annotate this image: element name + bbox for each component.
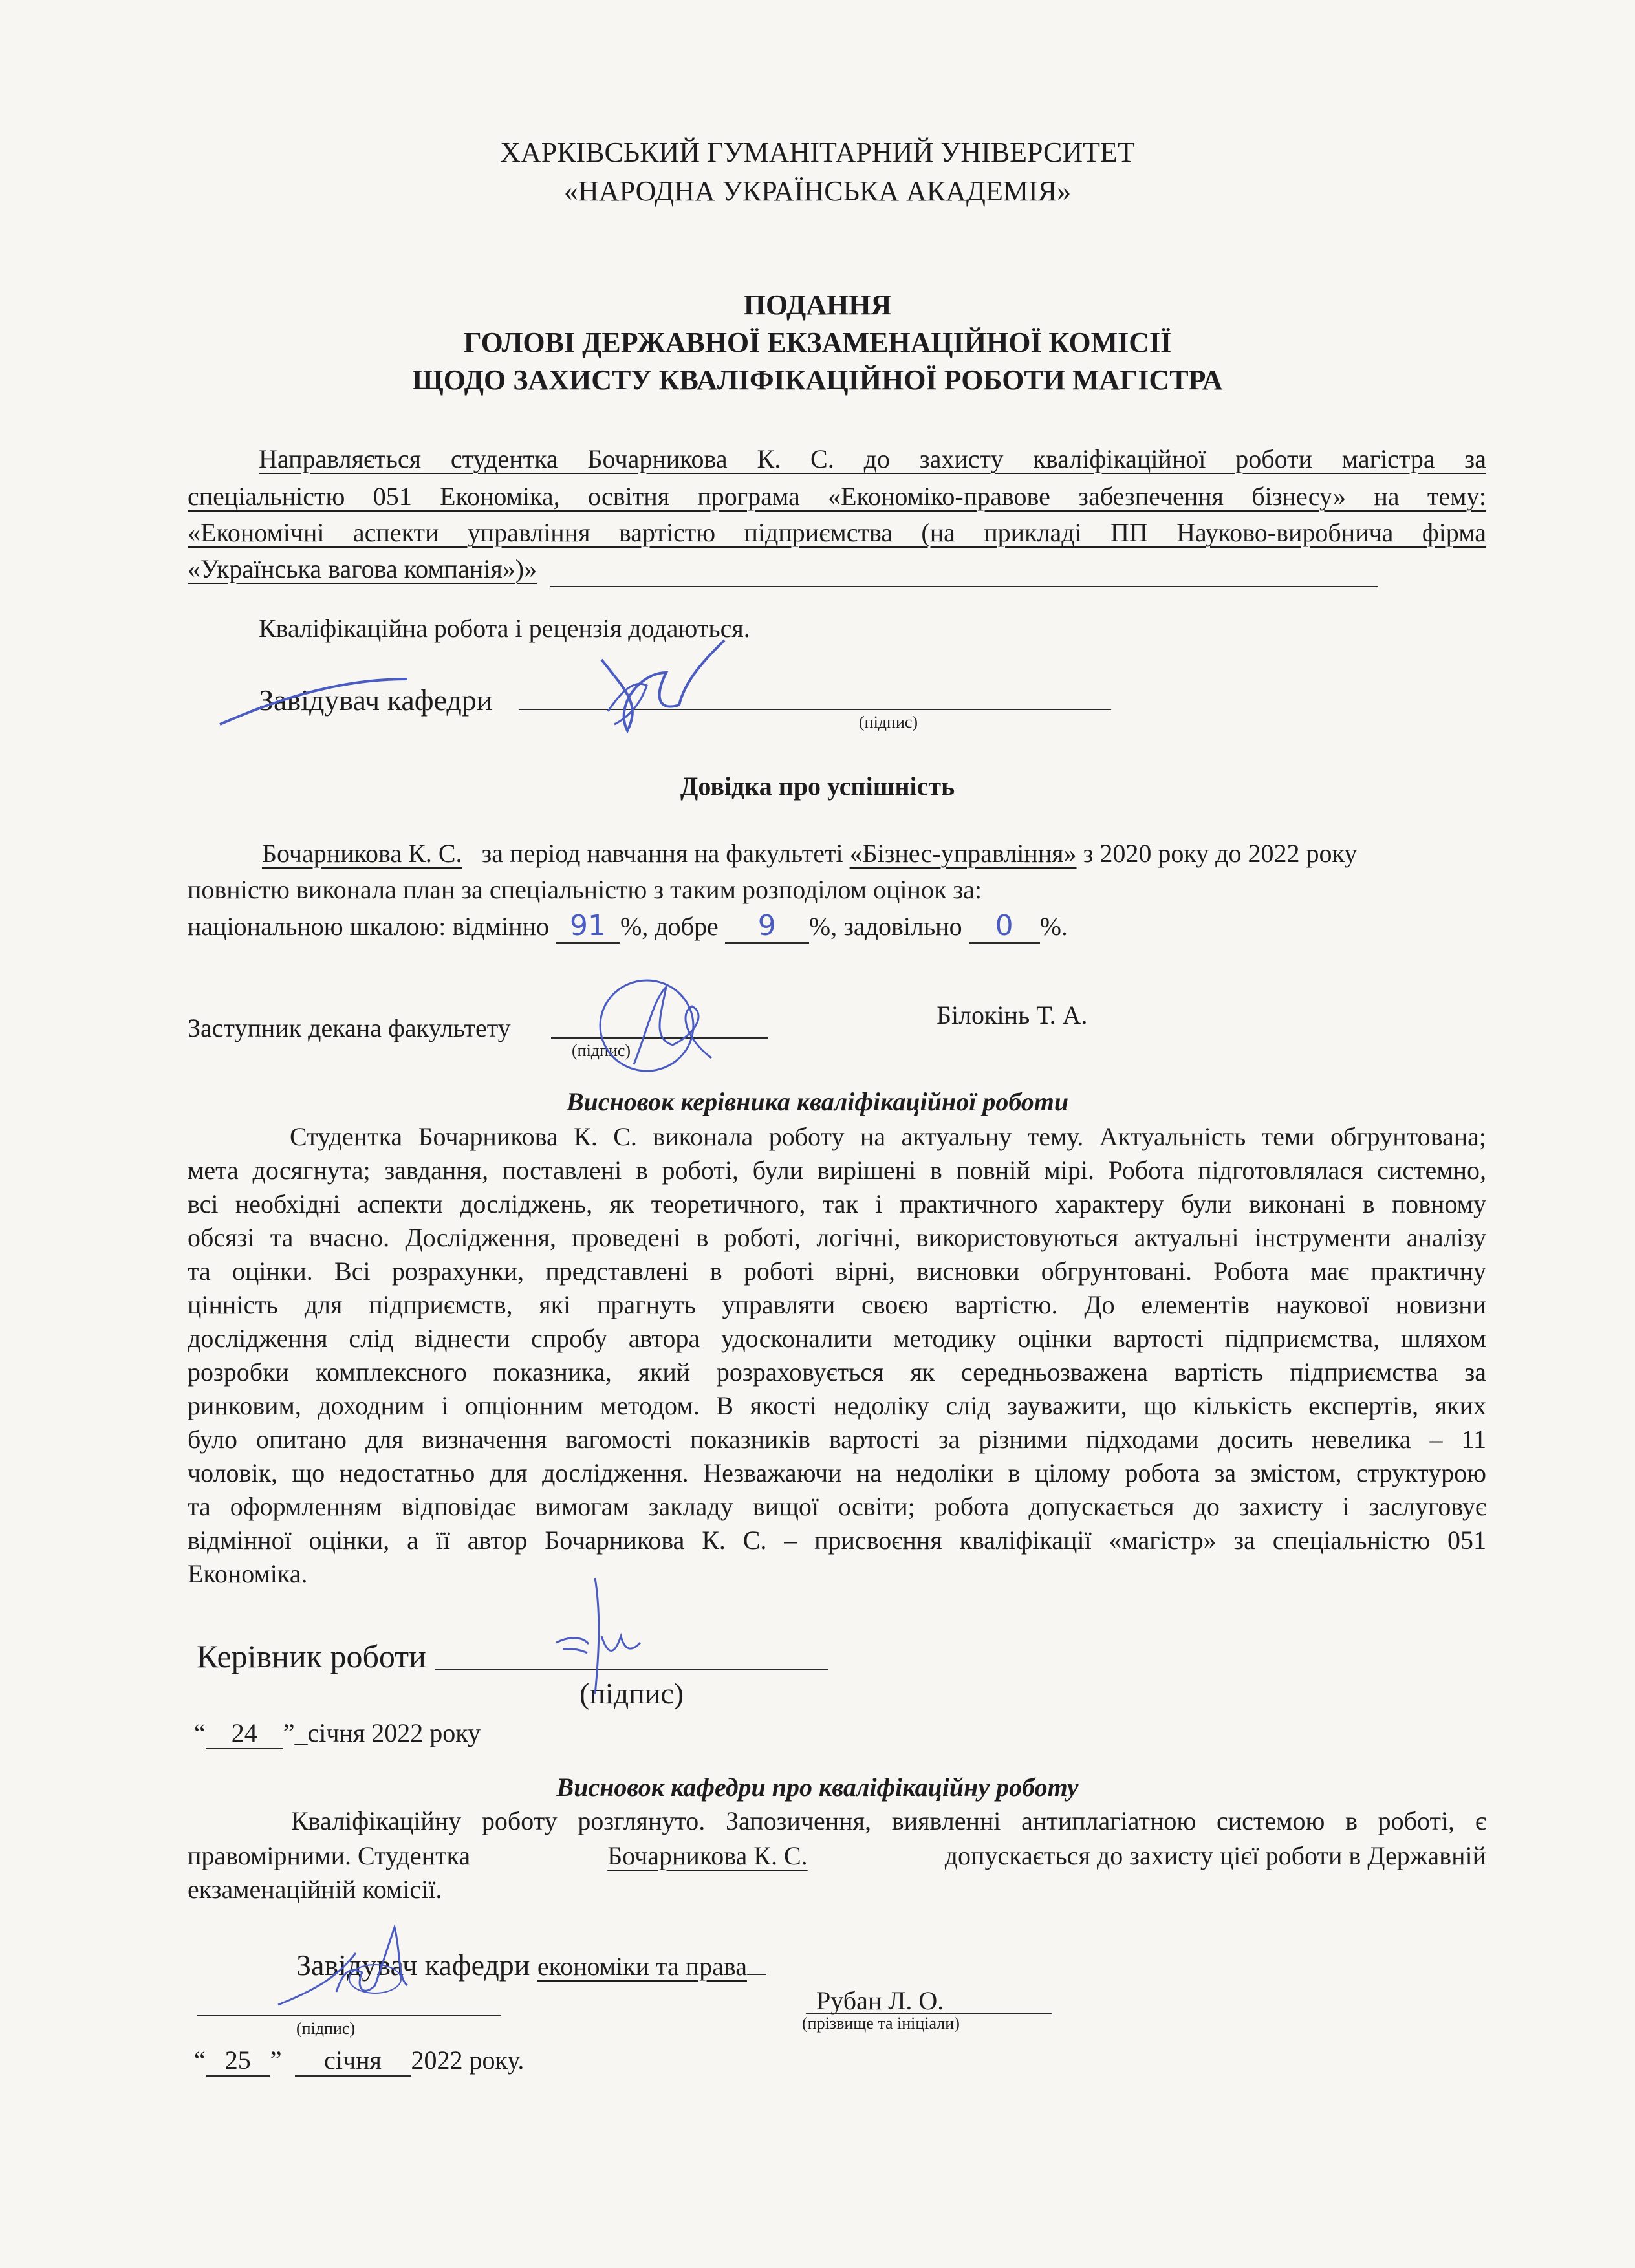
grades-good-label: %, добре (620, 912, 719, 941)
grades-text2: з 2020 року до 2022 року (1083, 839, 1358, 868)
department-line3: екзаменаційній комісії. (188, 1875, 442, 1904)
supervisor-line2: мета досягнута; завдання, поставлені в роботі, були вирішені в повній мірі. Робота підготовлялася системно, (188, 1156, 1486, 1185)
grades-student: Бочарникова К. С. (262, 839, 462, 868)
supervisor-line11: чоловік, що недостатньо для дослідження. Незважаючи на недоліки в цілому робота за змістом, структурою (188, 1458, 1486, 1487)
grades-line3-prefix: національною шкалою: відмінно (188, 912, 549, 941)
department-date-mid: ” (270, 2046, 282, 2075)
supervisor-line6: цінність для підприємств, які прагнуть управляти своєю вартістю. До елементів наукової новизни (188, 1290, 1486, 1319)
department-date-day: 25 (206, 2045, 270, 2077)
supervisor-signature-mark (543, 1571, 673, 1701)
supervisor-line14: Економіка. (188, 1559, 308, 1588)
grade-excellent: 91 (569, 909, 606, 942)
referral-line2: спеціальністю 051 Економіка, освітня програма «Економіко-правове забезпечення бізнесу» на тему: (188, 482, 1486, 511)
supervisor-line9: ринковим, доходним і опціонним методом. В якості недоліку слід зауважити, що кількість експертів, яких (188, 1391, 1486, 1420)
department-name-caption: (прізвище та ініціали) (802, 2014, 960, 2033)
department-head-label-text: Завідувач кафедри (296, 1949, 530, 1982)
supervisor-line7: дослідження слід віднести спробу автора удосконалити методику оцінки вартості підприємства, шляхом (188, 1324, 1486, 1353)
supervisor-line8: розробки комплексного показника, який розраховується як середньозважена вартість підприємства за (188, 1357, 1486, 1387)
department-head-dept: економіки та права (537, 1952, 747, 1981)
supervisor-line3: всі необхідні аспекти досліджень, як теоретичного, так і практичного характеру були виконані в повному (188, 1189, 1486, 1218)
department-heading: Висновок кафедри про кваліфікаційну роботу (556, 1773, 1079, 1802)
department-line2 (188, 1841, 1486, 1871)
grades-heading: Довідка про успішність (680, 772, 955, 801)
university-name-line2: «НАРОДНА УКРАЇНСЬКА АКАДЕМІЯ» (564, 175, 1071, 207)
title-line1: ПОДАННЯ (743, 289, 892, 321)
referral-line3: «Економічні аспекти управління вартістю підприємства (на прикладі ПП Науково-виробнича фірма (188, 518, 1486, 547)
referral-line4: «Українська вагова компанія»)» (188, 554, 537, 583)
supervisor-line1: Студентка Бочарникова К. С. виконала роботу на актуальну тему. Актуальність теми обгрунтована; (290, 1122, 1486, 1151)
referral-underline (550, 586, 1378, 587)
referral-line1: Направляється студентка Бочарникова К. С. до захисту кваліфікаційної роботи магістра за (259, 444, 1486, 473)
department-student-name: Бочарникова К. С. (607, 1841, 808, 1870)
grades-text1: за період навчання на факультеті (481, 839, 843, 868)
deputy-label: Заступник декана факультету (188, 1013, 511, 1042)
grade-good: 9 (757, 909, 776, 942)
department-date-open: “ (194, 2046, 206, 2075)
head-signature-label: Завідувач кафедри (259, 684, 493, 717)
supervisor-date (194, 1718, 481, 1749)
grades-line2: повністю виконала план за спеціальністю з таким розподілом оцінок за: (188, 875, 982, 904)
supervisor-date-day: 24 (206, 1718, 283, 1749)
head-signature-caption: (підпис) (859, 713, 918, 731)
department-line2-b: допускається до захисту цієї роботи в Державній (944, 1841, 1486, 1870)
supervisor-date-open: “ (194, 1718, 206, 1747)
department-date (194, 2045, 524, 2077)
grade-satisfactory: 0 (995, 909, 1013, 942)
supervisor-line10: було опитано для визначення вагомості показників вартості за різними підходами досить невелика – 11 (188, 1425, 1486, 1454)
deputy-signature-caption: (підпис) (572, 1041, 631, 1060)
supervisor-line13: відмінної оцінки, а її автор Бочарникова К. С. – присвоєння кваліфікації «магістр» за спеціальністю 051 (188, 1526, 1486, 1555)
department-line2-a: правомірними. Студентка (188, 1841, 471, 1870)
university-name-line1: ХАРКІВСЬКИЙ ГУМАНІТАРНИЙ УНІВЕРСИТЕТ (500, 136, 1135, 168)
title-line2: ГОЛОВІ ДЕРЖАВНОЇ ЕКЗАМЕНАЦІЙНОЇ КОМІСІЇ (463, 327, 1172, 358)
supervisor-sign-label: Керівник роботи (197, 1638, 426, 1674)
attachments-text: Кваліфікаційна робота і рецензія додаються. (259, 614, 750, 643)
head-signature-mark (213, 634, 731, 744)
title-line3: ЩОДО ЗАХИСТУ КВАЛІФІКАЦІЙНОЇ РОБОТИ МАГІСТРА (412, 364, 1223, 396)
grades-line1 (262, 838, 1357, 869)
supervisor-line12: та оформленням відповідає вимогам закладу вищої освіти; робота допускається до захисту і заслуговує (188, 1492, 1486, 1521)
deputy-name: Білокінь Т. А. (937, 1000, 1088, 1030)
grades-suffix: %. (1039, 912, 1068, 941)
supervisor-heading: Висновок керівника кваліфікаційної роботи (566, 1087, 1069, 1116)
supervisor-date-rest: ”_січня 2022 року (283, 1718, 481, 1747)
department-date-month: січня (295, 2045, 411, 2077)
grades-satisfactory-label: %, задовільно (808, 912, 962, 941)
department-head-name: Рубан Л. О. (816, 1986, 944, 2015)
deputy-signature-mark (595, 961, 737, 1090)
supervisor-line5: та оцінки. Всі розрахунки, представлені в роботі вірні, висновки обгрунтовані. Робота має практичну (188, 1257, 1486, 1286)
grades-line3 (188, 909, 1068, 944)
supervisor-sign-caption: (підпис) (579, 1677, 684, 1710)
department-signature-mark (272, 1908, 440, 2024)
department-sign-caption: (підпис) (296, 2019, 356, 2038)
department-line1: Кваліфікаційну роботу розглянуто. Запозичення, виявленні антиплагіатною системою в роботі, є (291, 1806, 1486, 1835)
supervisor-line4: обсязі та вчасно. Дослідження, проведені в роботі, логічні, використовуються актуальні інструменти аналізу (188, 1223, 1486, 1252)
department-date-year: 2022 року. (411, 2046, 525, 2075)
grades-faculty: «Бізнес-управління» (849, 839, 1077, 868)
